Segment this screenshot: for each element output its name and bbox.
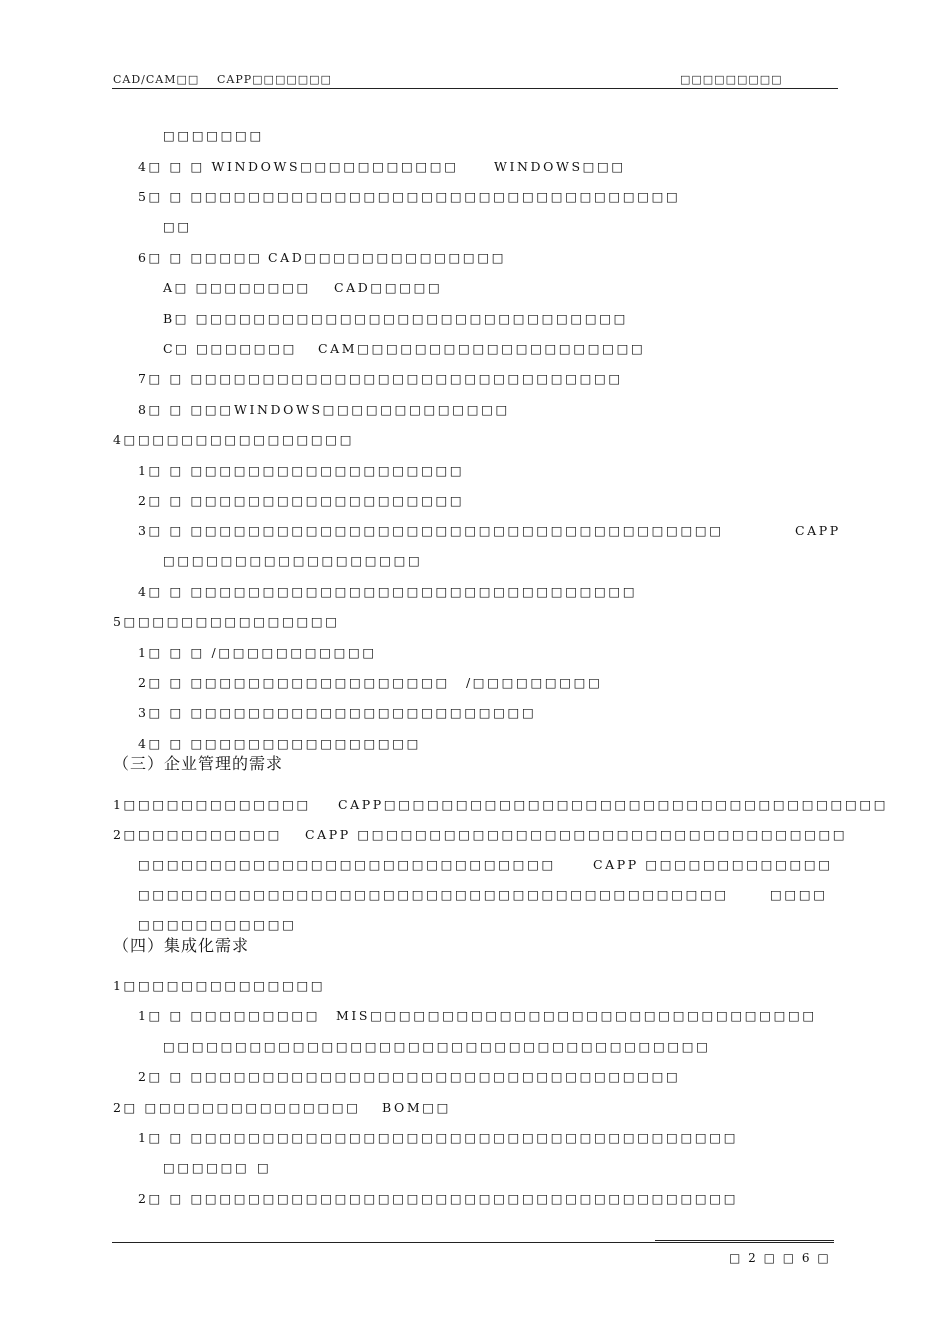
- text-line: □□□□□□□□□□□□□□□□□□□□□□□□□□□□□: [138, 857, 556, 872]
- text-line: □□□□□□□□□□□□□□□□□□□□□□□□□□□□□□□□□□□□□□□□□: [138, 887, 729, 902]
- text-line: 8□ □ □□□: [138, 402, 234, 417]
- text-line: 2□ □ □□□□□□□□□□□□□□□□□□□□□□□□□□□□□□□□□□: [138, 1069, 681, 1084]
- text-line: MIS□□□□□□□□□□□□□□□□□□□□□□□□□□□□□□□: [336, 1008, 817, 1023]
- page-number: □ 2 □ □ 6 □: [729, 1251, 831, 1265]
- text-line: 7□ □ □□□□□□□□□□□□□□□□□□□□□□□□□□□□□□: [138, 371, 623, 386]
- section-heading: （四）集成化需求: [113, 936, 250, 955]
- text-line: 5□ □ □□□□□□□□□□□□□□□□□□□□□□□□□□□□□□□□□□: [138, 189, 681, 204]
- text-line: 4□□□□□□□□□□□□□□□□: [113, 432, 355, 447]
- header-rule: [112, 88, 838, 89]
- section-heading: （三）企业管理的需求: [113, 754, 284, 773]
- text-line: 2□ □ □□□□□□□□□□□□□□□□□□: [138, 675, 450, 690]
- text-line: C□ □□□□□□□: [163, 341, 298, 356]
- text-line: 1□ □ □ /□□□□□□□□□□□: [138, 645, 377, 660]
- text-line: 1□ □ □□□□□□□□□□□□□□□□□□□: [138, 463, 465, 478]
- text-line: WINDOWS□□□: [494, 159, 626, 174]
- text-line: 1□□□□□□□□□□□□□□: [113, 978, 326, 993]
- text-line: CAPP □□□□□□□□□□□□□□□□□□□□□□□□□□□□□□□□□□: [305, 827, 848, 842]
- text-line: 5□□□□□□□□□□□□□□□: [113, 614, 340, 629]
- text-line: CAD□□□□□□□□□□□□□□: [268, 250, 507, 265]
- text-line: 2□□□□□□□□□□□: [113, 827, 283, 842]
- text-line: BOM□□: [382, 1100, 452, 1115]
- text-line: CAPP: [795, 523, 841, 538]
- text-line: WINDOWS□□□□□□□□□□□□□: [234, 402, 510, 417]
- text-line: □□□□□□□□□□□□□□□□□□□□□□□□□□□□□□□□□□□□□□: [163, 1039, 711, 1054]
- text-line: 4□ □ □ WINDOWS□□□□□□□□□□□: [138, 159, 459, 174]
- text-line: 2□ □ □□□□□□□□□□□□□□□□□□□: [138, 493, 465, 508]
- text-line: 1□□□□□□□□□□□□□: [113, 797, 311, 812]
- text-line: A□ □□□□□□□□: [163, 280, 311, 295]
- text-line: 3□ □ □□□□□□□□□□□□□□□□□□□□□□□□: [138, 705, 537, 720]
- text-line: □□: [163, 219, 192, 234]
- text-line: □□□□□□□: [163, 128, 264, 143]
- header-left: CAD/CAM□□: [113, 73, 200, 86]
- header-middle: CAPP□□□□□□□: [217, 73, 332, 86]
- text-line: CAM□□□□□□□□□□□□□□□□□□□□: [318, 341, 646, 356]
- text-line: CAPP□□□□□□□□□□□□□□□□□□□□□□□□□□□□□□□□□□□: [338, 797, 889, 812]
- footer-rule-short: [655, 1240, 834, 1241]
- text-line: 3□ □ □□□□□□□□□□□□□□□□□□□□□□□□□□□□□□□□□□□□□: [138, 523, 724, 538]
- footer-rule: [112, 1242, 834, 1243]
- text-line: CAD□□□□□: [334, 280, 443, 295]
- text-line: 4□ □ □□□□□□□□□□□□□□□□□□□□□□□□□□□□□□□: [138, 584, 638, 599]
- text-line: □□□□□□: [163, 1160, 250, 1175]
- text-line: 4□ □ □□□□□□□□□□□□□□□□: [138, 736, 422, 751]
- text-line: 1□ □ □□□□□□□□□: [138, 1008, 321, 1023]
- text-line: 6□ □ □□□□□: [138, 250, 263, 265]
- text-line: □□□□□□□□□□□: [138, 917, 297, 932]
- text-line: /□□□□□□□□□: [466, 675, 603, 690]
- text-line: □□□□: [770, 887, 828, 902]
- text-line: □: [257, 1160, 272, 1175]
- text-line: CAPP □□□□□□□□□□□□□: [593, 857, 833, 872]
- header-right: □□□□□□□□□: [680, 73, 783, 86]
- text-line: □□□□□□□□□□□□□□□□□□: [163, 553, 423, 568]
- text-line: B□ □□□□□□□□□□□□□□□□□□□□□□□□□□□□□□: [163, 311, 629, 326]
- text-line: 2□ □□□□□□□□□□□□□□□: [113, 1100, 361, 1115]
- text-line: 1□ □ □□□□□□□□□□□□□□□□□□□□□□□□□□□□□□□□□□□□□□: [138, 1130, 739, 1145]
- text-line: 2□ □ □□□□□□□□□□□□□□□□□□□□□□□□□□□□□□□□□□□□□□: [138, 1191, 739, 1206]
